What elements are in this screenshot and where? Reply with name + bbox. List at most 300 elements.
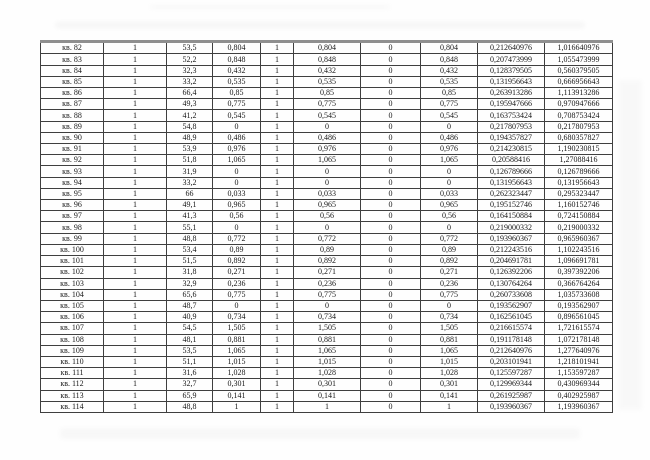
table-cell: 1 <box>104 132 167 143</box>
table-cell: 0,207473999 <box>478 54 545 65</box>
table-cell: 0 <box>361 200 421 211</box>
table-cell: 0,219000332 <box>545 222 613 233</box>
table-cell: 48,8 <box>167 233 213 244</box>
table-cell: 0 <box>361 110 421 121</box>
table-cell: 0,85 <box>421 88 478 99</box>
table-cell: 0,141 <box>421 390 478 401</box>
row-label: кв. 90 <box>41 132 104 143</box>
table-cell: 0,430969344 <box>545 379 613 390</box>
table-cell: 1 <box>104 390 167 401</box>
table-cell: 1,028 <box>213 368 261 379</box>
row-label: кв. 92 <box>41 155 104 166</box>
table-row <box>41 300 613 311</box>
row-label: кв. 96 <box>41 200 104 211</box>
table-cell: 1,721615574 <box>545 323 613 334</box>
table-cell: 0,271 <box>213 267 261 278</box>
table-cell: 40,9 <box>167 312 213 323</box>
table-cell: 1,505 <box>294 323 361 334</box>
table-cell: 41,2 <box>167 110 213 121</box>
table-cell: 0,848 <box>294 54 361 65</box>
table-cell: 48,7 <box>167 300 213 311</box>
table-row <box>41 144 613 155</box>
table-cell: 1,065 <box>294 345 361 356</box>
table-cell: 0,848 <box>421 54 478 65</box>
table-cell: 0 <box>361 334 421 345</box>
row-label: кв. 110 <box>41 356 104 367</box>
table-cell: 0,486 <box>213 132 261 143</box>
table-cell: 1 <box>104 401 167 412</box>
table-cell: 0,033 <box>294 188 361 199</box>
table-cell: 0,892 <box>421 256 478 267</box>
table-cell: 0,204691781 <box>478 256 545 267</box>
table-cell: 0,775 <box>213 289 261 300</box>
table-cell: 0,033 <box>421 188 478 199</box>
table-cell: 0,56 <box>294 211 361 222</box>
table-cell: 0,366764264 <box>545 278 613 289</box>
table-cell: 0 <box>213 121 261 132</box>
table-cell: 1,277640976 <box>545 345 613 356</box>
table-cell: 52,2 <box>167 54 213 65</box>
table-cell: 0,976 <box>421 144 478 155</box>
table-cell: 1 <box>104 88 167 99</box>
table-cell: 0,486 <box>421 132 478 143</box>
table-cell: 0,965960367 <box>545 233 613 244</box>
table-cell: 0,775 <box>421 289 478 300</box>
table-cell: 1 <box>261 244 294 255</box>
table-cell: 0,129969344 <box>478 379 545 390</box>
scan-artifact <box>618 80 642 410</box>
table-cell: 0 <box>361 368 421 379</box>
table-cell: 1 <box>261 88 294 99</box>
row-label: кв. 85 <box>41 76 104 87</box>
table-cell: 0,432 <box>213 65 261 76</box>
table-cell: 0 <box>361 177 421 188</box>
table-cell: 1 <box>421 401 478 412</box>
table-cell: 0,848 <box>213 54 261 65</box>
table-cell: 1,015 <box>213 356 261 367</box>
table-cell: 0 <box>213 300 261 311</box>
table-cell: 0 <box>361 166 421 177</box>
table-cell: 0,191178148 <box>478 334 545 345</box>
table-cell: 0 <box>294 121 361 132</box>
table-cell: 0,236 <box>294 278 361 289</box>
table-cell: 0 <box>361 244 421 255</box>
table-cell: 1 <box>261 356 294 367</box>
table-cell: 0,545 <box>294 110 361 121</box>
table-cell: 1,055473999 <box>545 54 613 65</box>
table-cell: 1,505 <box>213 323 261 334</box>
table-cell: 49,3 <box>167 99 213 110</box>
table-cell: 0,970947666 <box>545 99 613 110</box>
table-cell: 1,193960367 <box>545 401 613 412</box>
row-label: кв. 113 <box>41 390 104 401</box>
row-label: кв. 93 <box>41 166 104 177</box>
table-cell: 0 <box>361 99 421 110</box>
table-cell: 0,965 <box>294 200 361 211</box>
table-cell: 0,708753424 <box>545 110 613 121</box>
table-row <box>41 278 613 289</box>
table-cell: 54,8 <box>167 121 213 132</box>
table-cell: 0 <box>294 177 361 188</box>
table-cell: 0,896561045 <box>545 312 613 323</box>
table-cell: 0,535 <box>421 76 478 87</box>
table-cell: 0,535 <box>213 76 261 87</box>
table-row <box>41 211 613 222</box>
table-cell: 0 <box>361 267 421 278</box>
table-cell: 0 <box>361 401 421 412</box>
table-cell: 0,85 <box>294 88 361 99</box>
table-cell: 0 <box>421 222 478 233</box>
table-cell: 0,432 <box>421 65 478 76</box>
table-cell: 1 <box>104 65 167 76</box>
table-cell: 0,432 <box>294 65 361 76</box>
row-label: кв. 102 <box>41 267 104 278</box>
table-cell: 1,27088416 <box>545 155 613 166</box>
table-cell: 1 <box>104 222 167 233</box>
table-cell: 0,162561045 <box>478 312 545 323</box>
table-cell: 1 <box>261 334 294 345</box>
table-cell: 0 <box>421 177 478 188</box>
table-cell: 0 <box>361 144 421 155</box>
table-cell: 0,216615574 <box>478 323 545 334</box>
table-cell: 0,295323447 <box>545 188 613 199</box>
table-cell: 1 <box>261 222 294 233</box>
table-cell: 1,015 <box>294 356 361 367</box>
table-cell: 0 <box>213 222 261 233</box>
table-cell: 0,965 <box>421 200 478 211</box>
table-cell: 0,236 <box>213 278 261 289</box>
table-cell: 0,772 <box>213 233 261 244</box>
table-row <box>41 334 613 345</box>
table-row <box>41 76 613 87</box>
table-cell: 0,128379505 <box>478 65 545 76</box>
table-cell: 0,271 <box>421 267 478 278</box>
table-row <box>41 177 613 188</box>
table-row <box>41 65 613 76</box>
table-row <box>41 356 613 367</box>
table-cell: 0,486 <box>294 132 361 143</box>
table-cell: 1 <box>104 278 167 289</box>
table-cell: 0,195152746 <box>478 200 545 211</box>
table-cell: 0 <box>213 177 261 188</box>
table-cell: 0,89 <box>213 244 261 255</box>
table-cell: 1 <box>104 334 167 345</box>
row-label: кв. 99 <box>41 233 104 244</box>
table-cell: 0 <box>294 222 361 233</box>
table-cell: 1 <box>104 110 167 121</box>
table-cell: 0,775 <box>294 289 361 300</box>
table-cell: 0,141 <box>294 390 361 401</box>
table-cell: 1 <box>261 323 294 334</box>
table-row <box>41 244 613 255</box>
table-cell: 1 <box>104 177 167 188</box>
table-cell: 48,8 <box>167 401 213 412</box>
table-cell: 0,131956643 <box>545 177 613 188</box>
table-cell: 1 <box>261 390 294 401</box>
table-cell: 1 <box>261 76 294 87</box>
table-cell: 0,033 <box>213 188 261 199</box>
table-cell: 0,301 <box>421 379 478 390</box>
table-cell: 0,775 <box>213 99 261 110</box>
table-cell: 1 <box>104 289 167 300</box>
row-label: кв. 88 <box>41 110 104 121</box>
table-cell: 65,6 <box>167 289 213 300</box>
table-cell: 0 <box>361 88 421 99</box>
table-cell: 0,881 <box>213 334 261 345</box>
table-cell: 1 <box>261 401 294 412</box>
table-cell: 53,5 <box>167 42 213 54</box>
table-cell: 0 <box>361 289 421 300</box>
table-cell: 0,212640976 <box>478 345 545 356</box>
table-cell: 0,56 <box>421 211 478 222</box>
table-cell: 0,545 <box>213 110 261 121</box>
table-cell: 1 <box>261 211 294 222</box>
table-cell: 0,163753424 <box>478 110 545 121</box>
table-cell: 1 <box>261 312 294 323</box>
row-label: кв. 106 <box>41 312 104 323</box>
row-label: кв. 94 <box>41 177 104 188</box>
table-cell: 1 <box>104 267 167 278</box>
table-cell: 53,4 <box>167 244 213 255</box>
table-cell: 0,89 <box>294 244 361 255</box>
table-cell: 0 <box>361 256 421 267</box>
table-cell: 1 <box>261 166 294 177</box>
table-cell: 0,535 <box>294 76 361 87</box>
table-cell: 0,164150884 <box>478 211 545 222</box>
table-row <box>41 345 613 356</box>
table-cell: 0,263913286 <box>478 88 545 99</box>
table-cell: 1 <box>261 379 294 390</box>
table-cell: 0,85 <box>213 88 261 99</box>
table-cell: 0,892 <box>213 256 261 267</box>
row-label: кв. 84 <box>41 65 104 76</box>
table-cell: 53,9 <box>167 144 213 155</box>
row-label: кв. 83 <box>41 54 104 65</box>
table-cell: 51,5 <box>167 256 213 267</box>
table-cell: 1,505 <box>421 323 478 334</box>
table-cell: 0,680357827 <box>545 132 613 143</box>
table-cell: 1 <box>261 42 294 54</box>
table-cell: 53,5 <box>167 345 213 356</box>
table-cell: 0,126789666 <box>545 166 613 177</box>
table-cell: 1 <box>104 188 167 199</box>
table-cell: 0 <box>361 76 421 87</box>
table-row <box>41 233 613 244</box>
table-row <box>41 188 613 199</box>
table-cell: 0,219000332 <box>478 222 545 233</box>
table-row <box>41 222 613 233</box>
scan-artifact <box>55 22 585 28</box>
table-cell: 1 <box>261 144 294 155</box>
table-row <box>41 132 613 143</box>
table-row <box>41 88 613 99</box>
table-cell: 1,015 <box>421 356 478 367</box>
table-cell: 1 <box>261 368 294 379</box>
table-cell: 0 <box>421 121 478 132</box>
table-cell: 54,5 <box>167 323 213 334</box>
table-cell: 1 <box>261 289 294 300</box>
row-label: кв. 95 <box>41 188 104 199</box>
table-row <box>41 368 613 379</box>
row-label: кв. 91 <box>41 144 104 155</box>
row-label: кв. 108 <box>41 334 104 345</box>
table-cell: 0 <box>361 132 421 143</box>
table-cell: 1,113913286 <box>545 88 613 99</box>
table-cell: 1 <box>261 155 294 166</box>
table-cell: 1 <box>261 132 294 143</box>
table-cell: 0,772 <box>294 233 361 244</box>
table-cell: 48,1 <box>167 334 213 345</box>
data-table <box>40 40 613 413</box>
table-cell: 0 <box>361 188 421 199</box>
table-cell: 0,976 <box>213 144 261 155</box>
table-cell: 0,734 <box>213 312 261 323</box>
table-cell: 1,218101941 <box>545 356 613 367</box>
table-row <box>41 121 613 132</box>
table-cell: 1,028 <box>294 368 361 379</box>
table-row <box>41 155 613 166</box>
table-cell: 0,804 <box>213 42 261 54</box>
table-cell: 0 <box>421 300 478 311</box>
table-cell: 51,1 <box>167 356 213 367</box>
table-cell: 0,203101941 <box>478 356 545 367</box>
table-row <box>41 110 613 121</box>
table-cell: 0 <box>361 42 421 54</box>
row-label: кв. 114 <box>41 401 104 412</box>
scan-artifact <box>150 5 390 9</box>
table-cell: 0,193562907 <box>545 300 613 311</box>
table-row <box>41 256 613 267</box>
table-cell: 1 <box>104 144 167 155</box>
table-cell: 1,160152746 <box>545 200 613 211</box>
table-cell: 0,271 <box>294 267 361 278</box>
table-cell: 0,402925987 <box>545 390 613 401</box>
table-cell: 0 <box>361 121 421 132</box>
table-cell: 0,262323447 <box>478 188 545 199</box>
table-row <box>41 267 613 278</box>
table-cell: 0,193960367 <box>478 401 545 412</box>
table-cell: 0 <box>361 155 421 166</box>
table-cell: 1,065 <box>421 345 478 356</box>
table-cell: 1 <box>104 99 167 110</box>
table-row <box>41 401 613 412</box>
table-cell: 1 <box>261 177 294 188</box>
table-cell: 1 <box>104 312 167 323</box>
table-cell: 0,193562907 <box>478 300 545 311</box>
table-cell: 1 <box>104 121 167 132</box>
table-cell: 0,734 <box>294 312 361 323</box>
table-cell: 0,217807953 <box>545 121 613 132</box>
table-cell: 1 <box>261 65 294 76</box>
table-cell: 0,212243516 <box>478 244 545 255</box>
table-cell: 1 <box>261 345 294 356</box>
table-cell: 0 <box>361 345 421 356</box>
table-cell: 1 <box>104 211 167 222</box>
table-cell: 1 <box>104 356 167 367</box>
table-row <box>41 323 613 334</box>
table-cell: 1 <box>261 200 294 211</box>
row-label: кв. 100 <box>41 244 104 255</box>
table-cell: 0 <box>361 222 421 233</box>
table-row <box>41 379 613 390</box>
table-cell: 66,4 <box>167 88 213 99</box>
table-cell: 0,545 <box>421 110 478 121</box>
table-cell: 65,9 <box>167 390 213 401</box>
table-cell: 1,035733608 <box>545 289 613 300</box>
table-cell: 1 <box>104 42 167 54</box>
table-cell: 0,194357827 <box>478 132 545 143</box>
table-cell: 0,666956643 <box>545 76 613 87</box>
table-cell: 32,9 <box>167 278 213 289</box>
table-cell: 1,065 <box>421 155 478 166</box>
row-label: кв. 86 <box>41 88 104 99</box>
table-cell: 0,141 <box>213 390 261 401</box>
table-cell: 51,8 <box>167 155 213 166</box>
row-label: кв. 89 <box>41 121 104 132</box>
row-label: кв. 107 <box>41 323 104 334</box>
row-label: кв. 82 <box>41 42 104 54</box>
table-cell: 0 <box>361 211 421 222</box>
table-cell: 0,301 <box>294 379 361 390</box>
table-cell: 1 <box>261 233 294 244</box>
table-cell: 1,065 <box>294 155 361 166</box>
table-cell: 1 <box>261 54 294 65</box>
table-cell: 0 <box>361 379 421 390</box>
table-cell: 31,9 <box>167 166 213 177</box>
table-cell: 0,195947666 <box>478 99 545 110</box>
table-cell: 0,56 <box>213 211 261 222</box>
table-cell: 0 <box>213 166 261 177</box>
table-cell: 31,8 <box>167 267 213 278</box>
table-cell: 0,126392206 <box>478 267 545 278</box>
table-cell: 0,397392206 <box>545 267 613 278</box>
table-body <box>41 42 613 413</box>
row-label: кв. 104 <box>41 289 104 300</box>
table-cell: 1 <box>104 76 167 87</box>
table-cell: 1 <box>104 54 167 65</box>
table-cell: 0 <box>294 166 361 177</box>
table-row <box>41 289 613 300</box>
table-cell: 0,126789666 <box>478 166 545 177</box>
table-cell: 1,065 <box>213 155 261 166</box>
table-cell: 32,7 <box>167 379 213 390</box>
table-cell: 1 <box>104 256 167 267</box>
table-cell: 0,804 <box>294 42 361 54</box>
table-cell: 0 <box>361 356 421 367</box>
table-cell: 0,130764264 <box>478 278 545 289</box>
row-label: кв. 112 <box>41 379 104 390</box>
table-cell: 0,89 <box>421 244 478 255</box>
table-cell: 0 <box>421 166 478 177</box>
row-label: кв. 87 <box>41 99 104 110</box>
table-cell: 0 <box>361 278 421 289</box>
table-cell: 0,125597287 <box>478 368 545 379</box>
table-cell: 0,775 <box>421 99 478 110</box>
table-cell: 1,102243516 <box>545 244 613 255</box>
table-cell: 0 <box>361 233 421 244</box>
table-cell: 0,724150884 <box>545 211 613 222</box>
table-cell: 1 <box>261 188 294 199</box>
table-cell: 1 <box>104 166 167 177</box>
row-label: кв. 97 <box>41 211 104 222</box>
table-row <box>41 54 613 65</box>
table-cell: 0,212640976 <box>478 42 545 54</box>
table-cell: 1,065 <box>213 345 261 356</box>
table-cell: 0,20588416 <box>478 155 545 166</box>
table-cell: 33,2 <box>167 177 213 188</box>
table-cell: 1,016640976 <box>545 42 613 54</box>
table-cell: 0 <box>361 300 421 311</box>
